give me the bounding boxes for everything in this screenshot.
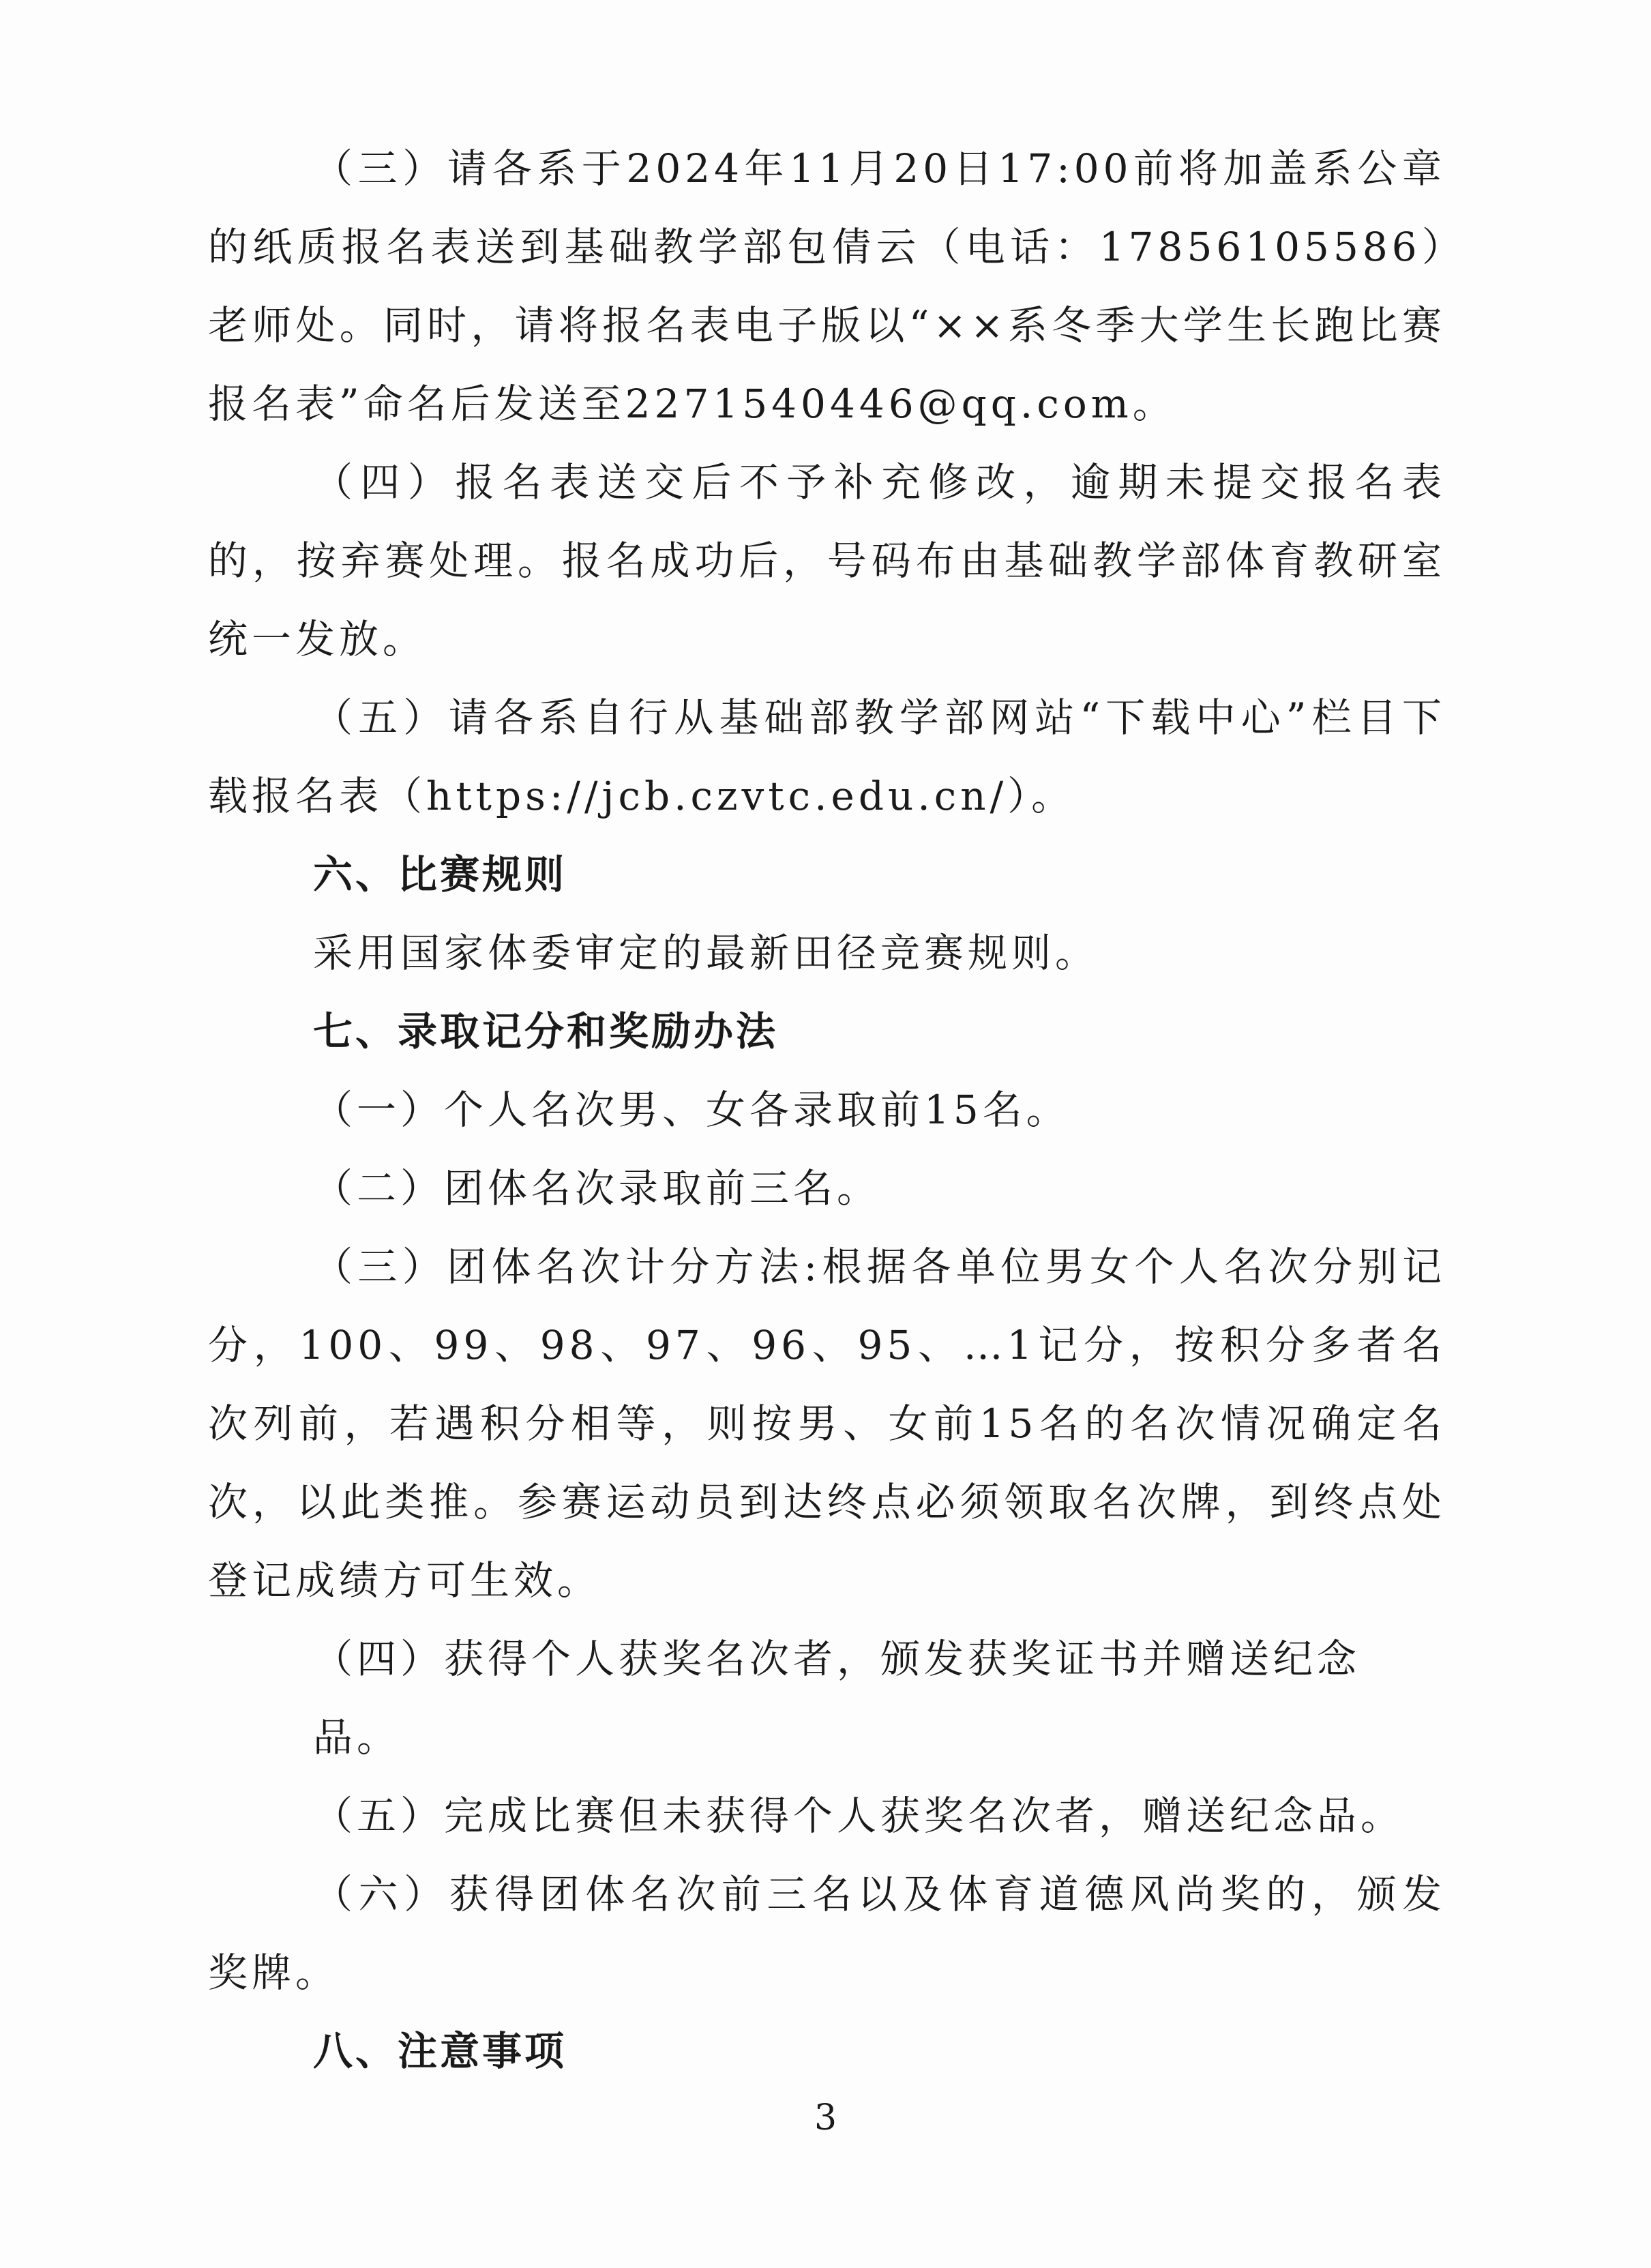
paragraph-5-3: （三）请各系于2024年11月20日17:00前将加盖系公章的纸质报名表送到基础教学部包倩云（电话：17856105586）老师处。同时，请将报名表电子版以“××系冬季大学生长跑比赛报名表”命名后发送至2271540446@qq.com。 <box>208 145 1446 427</box>
paragraph-7-1: （一）个人名次男、女各录取前15名。 <box>313 1087 1070 1133</box>
paragraph-7-3: （三）团体名次计分方法:根据各单位男女个人名次分别记分，100、99、98、97、96、95、…1记分，按积分多者名次列前，若遇积分相等，则按男、女前15名的名次情况确定名次，以此类推。参赛运动员到达终点必须领取名次牌，到终点处登记成绩方可生效。 <box>208 1243 1446 1604</box>
paragraph-7-4: （四）获得个人获奖名次者，颁发获奖证书并赠送纪念品。 <box>313 1636 1361 1761</box>
section-heading-scoring: 七、录取记分和奖励办法 <box>313 1008 779 1055</box>
paragraph-7-2: （二）团体名次录取前三名。 <box>313 1165 881 1211</box>
section-heading-rules: 六、比赛规则 <box>313 851 567 898</box>
paragraph-6: 采用国家体委审定的最新田径竞赛规则。 <box>313 930 1099 976</box>
section-heading-notes: 八、注意事项 <box>313 2028 567 2074</box>
paragraph-5-4: （四）报名表送交后不予补充修改，逾期未提交报名表的，按弃赛处理。报名成功后，号码布由基础教学部体育教研室统一发放。 <box>208 459 1446 662</box>
document-body <box>208 130 1446 2091</box>
paragraph-7-6: （六）获得团体名次前三名以及体育道德风尚奖的，颁发奖牌。 <box>208 1871 1446 1996</box>
page-number: 3 <box>814 2097 837 2138</box>
paragraph-7-5: （五）完成比赛但未获得个人获奖名次者，赠送纪念品。 <box>313 1793 1405 1839</box>
paragraph-5-5: （五）请各系自行从基础部教学部网站“下载中心”栏目下载报名表（https://jcb.czvtc.edu.cn/）。 <box>208 694 1446 819</box>
